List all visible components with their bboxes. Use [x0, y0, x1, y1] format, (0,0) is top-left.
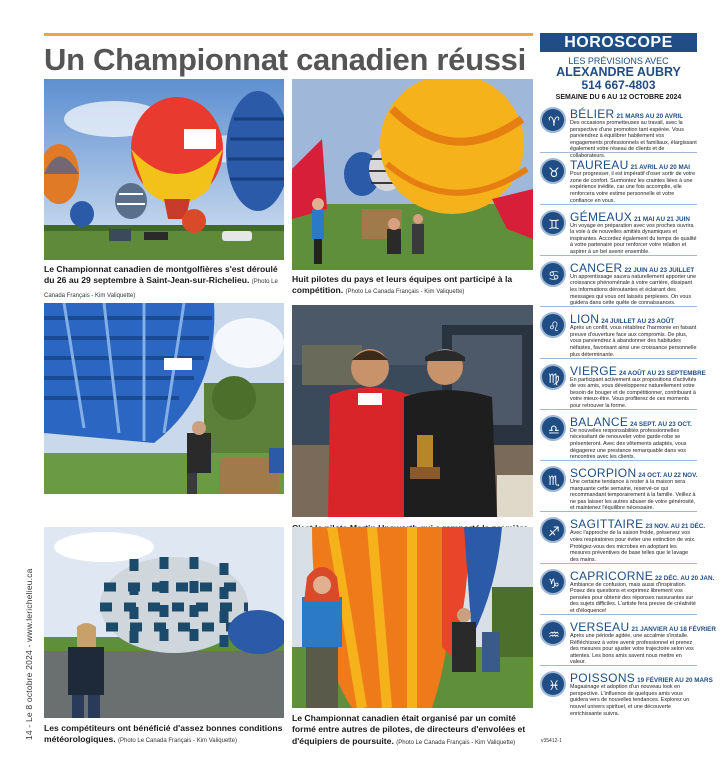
svg-text:♊: ♊ — [548, 217, 560, 233]
sign-divider — [540, 358, 697, 359]
caption-1 — [44, 264, 284, 302]
horoscope-title: HOROSCOPE — [540, 33, 697, 52]
article — [44, 33, 533, 768]
scorpio-icon — [540, 466, 566, 492]
photo-winner-trophy — [292, 305, 533, 517]
svg-text:♌: ♌ — [548, 320, 560, 336]
svg-text:♒: ♒ — [548, 628, 560, 643]
sign-dates: 19 FÉVRIER AU 20 MARS — [637, 677, 713, 685]
taurus-icon — [540, 158, 566, 184]
svg-text:♍: ♍ — [548, 371, 560, 387]
svg-text:♑: ♑ — [548, 576, 560, 592]
caption-text: Le Championnat canadien de montgolfières s'est déroulé du 26 au 29 septembre à Saint-Jean-sur-Richelieu. — [44, 264, 278, 286]
sign-name: BÉLIER — [570, 107, 615, 121]
svg-text:♏: ♏ — [548, 474, 560, 490]
virgo-icon — [540, 364, 566, 390]
astrologer-name: ALEXANDRE AUBRY — [556, 65, 681, 79]
caption-6 — [292, 713, 533, 749]
sign-dates: 24 JUILLET AU 23 AOÛT — [601, 318, 675, 326]
sign-entry — [540, 464, 697, 511]
sign-name: TAUREAU — [570, 158, 629, 173]
sign-name: SAGITTAIRE — [570, 517, 644, 532]
libra-icon — [540, 415, 566, 441]
photo-pilots-inflating — [292, 79, 533, 270]
headline: Un Championnat canadien réussi — [44, 42, 526, 77]
accent-rule — [44, 33, 533, 36]
sign-forecast: Avec l'approche de la saison froide, préservez vos voies respiratoires pour éviter une extinction de voix. Protégez-vous des microbes en adoptant les mesures préventives de base telles que le lavage des mains. — [570, 530, 696, 563]
sign-forecast: Pour progresser, il est impératif d'oser sortir de votre zone de confort. Surmontez les craintes liées à une expérience inédite, car une fois accomplie, elle renforcera votre estime personnelle et votre confiance en vous. — [570, 171, 696, 204]
sign-forecast: Après une période agitée, une accalmie s'installe. Réfléchissez à votre avenir professionnel et prenez des mesures pour ajuster votre trajectoire selon vos attentes. Les bons amis savent nous mettre en valeur. — [570, 633, 694, 666]
sign-forecast: Un apprentissage sauvra naturellement apporter une croissance phénoménale à votre carrière, dissipant les informations déroutantes et éclairant des messages qui vous ont laissés perplexes. On vous guidera dans cette quête de connaissances. — [570, 273, 697, 307]
sign-name: CANCER — [570, 260, 623, 275]
sign-divider — [540, 511, 697, 512]
sign-forecast: Après un conflit, vous rétablirez l'harmonie en faisant preuve d'ouverture face aux compromis. De plus, vous parviendrez à abandonner des habitudes néfastes, favorisant ainsi une croissance personnelle plus déterminante. — [570, 325, 697, 358]
sign-dates: 24 OCT. AU 22 NOV. — [638, 472, 698, 480]
sign-entry — [540, 515, 706, 563]
photo-orange-balloon — [292, 527, 533, 708]
aries-icon — [540, 107, 566, 133]
sign-divider — [540, 665, 697, 666]
sign-name: CAPRICORNE — [570, 568, 654, 583]
sign-forecast: Ambiance de confusion, mais aussi d'inspiration. Posez des questions et exprimez librement vos pensées pour obtenir des réponses rassurantes sur des sujets difficiles. L'artiste fera preuve de créativité et d'éloquence! — [570, 581, 696, 615]
caption-text: Le Championnat canadien était organisé par un comité formé entre autres de pilotes, de directeurs d'envolées et d'équipiers de poursuite. — [292, 713, 526, 746]
sign-forecast: Magasinage et adoption d'un nouveau look en perspective. L'influence de quelques amis vous guidera vers de nouvelles tendances. Explorez un nouvel univers spirituel, et une découverte enrichissante suivra. — [570, 684, 690, 717]
astrologer-phone: 514 667-4803 — [581, 78, 656, 92]
sign-divider — [540, 460, 697, 461]
sign-dates: 21 JANVIER AU 18 FÉVRIER — [631, 626, 716, 633]
sign-entry — [540, 156, 697, 203]
sign-dates: 24 SEPT. AU 23 OCT. — [630, 420, 692, 428]
gemini-icon — [540, 210, 566, 236]
sign-name: VIERGE — [570, 363, 618, 378]
aquarius-icon — [540, 620, 566, 646]
sign-forecast: Un voyage en préparation avec vos proches ouvrira la voie à de nouvelles amitiés dynamiques et inspirantes. Accordez également du temps de qualité à votre partenaire pour renforcer votre relation et aspirer à un bel avenir ensemble. — [570, 222, 697, 255]
photo-credit: (Photo Le Canada Français - Kim Valiquette) — [396, 739, 516, 746]
cancer-icon — [540, 261, 566, 287]
pisces-icon — [540, 671, 566, 697]
leo-icon — [540, 312, 566, 338]
sign-name: LION — [570, 312, 600, 327]
sign-dates: 21 MARS AU 20 AVRIL — [616, 113, 684, 120]
page-footer-vertical: 14 - Le 8 octobre 2024 - www.lerichelieu.ca — [24, 568, 34, 740]
svg-text:♉: ♉ — [548, 166, 560, 182]
sign-dates: 21 AVRIL AU 20 MAI — [630, 164, 691, 172]
sign-divider — [540, 204, 697, 205]
svg-text:♎: ♎ — [548, 422, 560, 438]
sign-forecast: De nouvelles responsabilités professionnelles nécessitant de renouveler votre garde-robe se présenteront. Avec des vêtements adaptés, vous dégagerez une prestance remarquable dans vos rencontres avec les clients. — [570, 427, 687, 461]
sign-entry — [540, 567, 715, 615]
sign-entry — [540, 413, 697, 460]
photo-balloons-field — [44, 79, 284, 260]
sign-entry — [540, 259, 697, 306]
ad-reference: v35412-1 — [541, 738, 562, 744]
sign-name: SCORPION — [570, 466, 637, 481]
sign-divider — [540, 409, 697, 410]
caption-text: Les compétiteurs ont bénéficié d'assez bonnes conditions météorologiques. — [44, 723, 283, 745]
caption-2 — [292, 274, 533, 299]
photo-blue-balloon — [44, 303, 284, 494]
sign-dates: 24 AOÛT AU 23 SEPTEMBRE — [619, 369, 706, 377]
svg-text:♐: ♐ — [548, 525, 560, 541]
sign-entry — [540, 105, 697, 159]
sign-dates: 22 DÉC. AU 20 JAN. — [655, 574, 715, 582]
sign-name: BALANCE — [570, 414, 629, 429]
svg-text:♋: ♋ — [548, 268, 560, 284]
photo-checkered-balloon — [44, 527, 284, 718]
capricorn-icon — [540, 569, 566, 595]
photo-credit: (Photo Le Canada Français - Kim Valiquette) — [118, 738, 237, 745]
sign-divider — [540, 306, 697, 307]
sign-divider — [540, 255, 697, 256]
sign-dates: 22 JUIN AU 23 JUILLET — [624, 266, 695, 274]
svg-text:♈: ♈ — [548, 115, 560, 130]
photo-credit: (Photo Le Canada Français - Kim Valiquette) — [44, 279, 278, 299]
sign-name: VERSEAU — [570, 620, 630, 634]
sign-name: GÉMEAUX — [570, 209, 633, 224]
svg-text:♓: ♓ — [548, 679, 560, 695]
horoscope-column — [540, 33, 716, 768]
caption-5 — [44, 723, 284, 748]
horoscope-week: SEMAINE DU 6 AU 12 OCTOBRE 2024 — [555, 94, 682, 101]
horoscope-subtitle: LES PRÉVISIONS AVEC — [568, 56, 669, 66]
sign-name: POISSONS — [570, 671, 636, 686]
sign-forecast: Une certaine tendance à rester à la maison sera marquante cette semaine, reservé-ce qui recommandant temporairement à la famille. Veillez à ne pas laisser les autres abuser de votre générosité, et maintenez l'équilibre nécessaire. — [570, 479, 696, 512]
sign-entry — [540, 362, 706, 409]
sign-forecast: En participant activement aux propositions d'activités de vos amis, vous développerez naturellement votre besoin de bouger et de compétitionner, contribuant à votre mieux-être. Vous profiterez de ces moments pour retrouver la forme. — [570, 376, 697, 409]
sign-forecast: Des occasions prometteuses au travail, avec la perspective d'une promotion tant espérée. Vous parviendrez à équilibrer habilement vos engagements professionnels et familiaux, élargissant également votre réseau de clients et de collaborateurs. — [570, 120, 697, 159]
sign-divider — [540, 563, 697, 564]
caption-text: Huit pilotes du pays et leurs équipes ont participé à la compétition. — [292, 274, 513, 296]
sign-entry — [540, 669, 713, 717]
sign-entry — [540, 618, 716, 666]
sign-dates: 21 MAI AU 21 JUIN — [634, 215, 690, 223]
sign-divider — [540, 614, 697, 615]
sagittarius-icon — [540, 517, 566, 543]
sign-entry — [540, 310, 697, 357]
sign-divider — [540, 152, 697, 153]
sign-entry — [540, 208, 697, 255]
photo-credit: (Photo Le Canada Français - Kim Valiquette) — [345, 289, 465, 296]
sign-dates: 23 NOV. AU 21 DÉC. — [645, 523, 706, 531]
